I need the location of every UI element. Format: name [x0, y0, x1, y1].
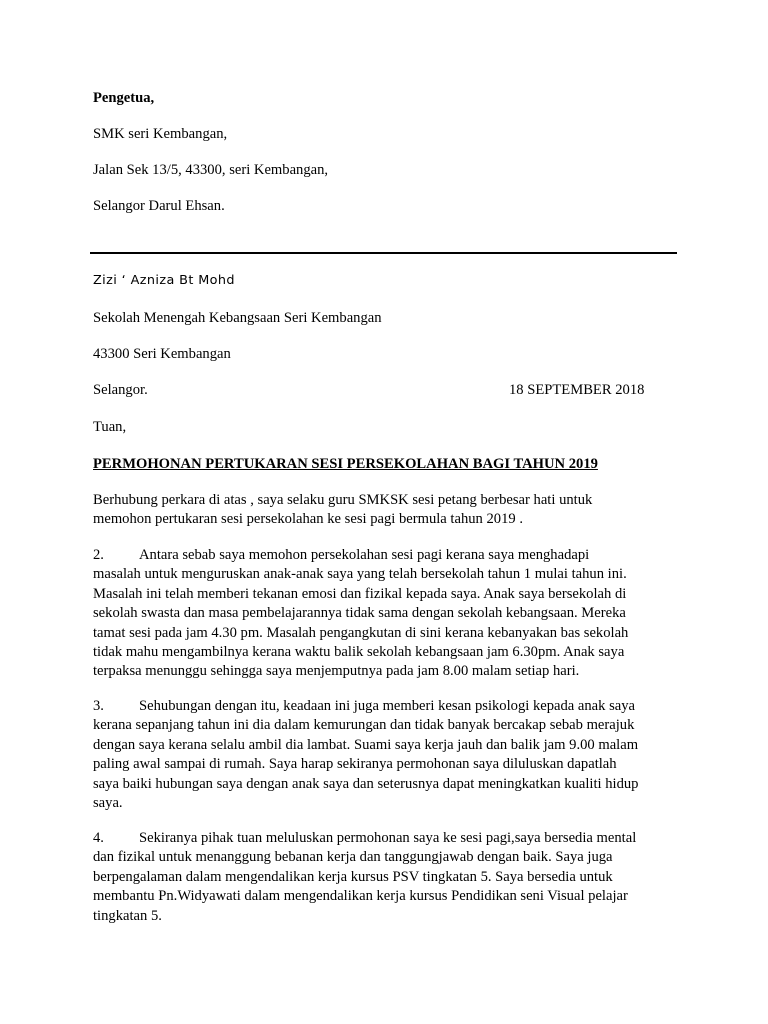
paragraph-line: kerana sepanjang tahun ini dia dalam kemurungan dan tidak banyak bercakap sebab merajuk [93, 717, 635, 734]
paragraph-line: memohon pertukaran sesi persekolahan ke sesi pagi bermula tahun 2019 . [93, 511, 523, 528]
recipient-address: Jalan Sek 13/5, 43300, seri Kembangan, [93, 162, 329, 178]
paragraph-line: dengan saya kerana selalu ambil dia lambat. Suami saya kerja jauh dan balik jam 9.00 malam [93, 736, 639, 753]
sender-school: Sekolah Menengah Kebangsaan Seri Kembangan [93, 310, 382, 326]
letter-subject: PERMOHONAN PERTUKARAN SESI PERSEKOLAHAN BAGI TAHUN 2019 [93, 456, 598, 472]
paragraph-line: masalah untuk menguruskan anak-anak saya yang telah bersekolah tahun 1 mulai tahun ini. [93, 566, 627, 583]
horizontal-divider [90, 252, 677, 254]
paragraph-line: Masalah ini telah memberi tekanan emosi dan fizikal kepada saya. Anak saya bersekolah di [93, 585, 627, 602]
letter-date: 18 SEPTEMBER 2018 [509, 382, 645, 398]
paragraph-line: terpaksa menunggu sehingga saya menjemputnya pada jam 8.00 malam setiap hari. [93, 663, 580, 680]
paragraph-4 [93, 829, 673, 926]
paragraph-line: sekolah swasta dan masa pembelajarannya tidak sama dengan sekolah kebangsaan. Mereka [93, 605, 626, 622]
paragraph-line: Sekiranya pihak tuan meluluskan permohonan saya ke sesi pagi,saya bersedia mental [139, 830, 637, 846]
salutation: Tuan, [93, 419, 127, 435]
paragraph-line: saya baiki hubungan saya dengan anak saya dan seterusnya dapat meningkatkan kualiti hidup [93, 775, 639, 792]
paragraph-number: 3. [93, 698, 104, 714]
sender-state: Selangor. [93, 382, 148, 398]
paragraph-line: Antara sebab saya memohon persekolahan sesi pagi kerana saya menghadapi [139, 547, 590, 563]
paragraph-line: saya. [93, 795, 123, 812]
paragraph-2 [93, 546, 673, 682]
paragraph-line: tidak mahu mengambilnya kerana waktu balik sekolah kebangsaan jam 6.30pm. Anak saya [93, 644, 625, 661]
paragraph-1 [93, 491, 673, 530]
recipient-school: SMK seri Kembangan, [93, 126, 228, 142]
paragraph-3 [93, 697, 673, 813]
paragraph-line: Sehubungan dengan itu, keadaan ini juga memberi kesan psikologi kepada anak saya [139, 698, 636, 714]
paragraph-number: 2. [93, 547, 104, 563]
recipient-title: Pengetua, [93, 90, 155, 106]
paragraph-line: tamat sesi pada jam 4.30 pm. Masalah pengangkutan di sini kerana kebanyakan bas sekolah [93, 624, 629, 641]
paragraph-number: 4. [93, 830, 104, 846]
sender-postcode-city: 43300 Seri Kembangan [93, 346, 231, 362]
paragraph-line: membantu Pn.Widyawati dalam mengendalikan kerja kursus Pendidikan seni Visual pelajar [93, 888, 628, 905]
paragraph-line: dan fizikal untuk menanggung bebanan kerja dan tanggungjawab dengan baik. Saya juga [93, 849, 613, 866]
paragraph-line: Berhubung perkara di atas , saya selaku guru SMKSK sesi petang berbesar hati untuk [93, 492, 593, 508]
recipient-state: Selangor Darul Ehsan. [93, 198, 225, 214]
sender-name: Zizi ‘ Azniza Bt Mohd [93, 273, 235, 288]
paragraph-line: berpengalaman dalam mengendalikan kerja kursus PSV tingkatan 5. Saya bersedia untuk [93, 868, 613, 885]
paragraph-line: paling awal sampai di rumah. Saya harap sekiranya permohonan saya diluluskan dapatlah [93, 756, 617, 773]
paragraph-line: tingkatan 5. [93, 907, 162, 924]
